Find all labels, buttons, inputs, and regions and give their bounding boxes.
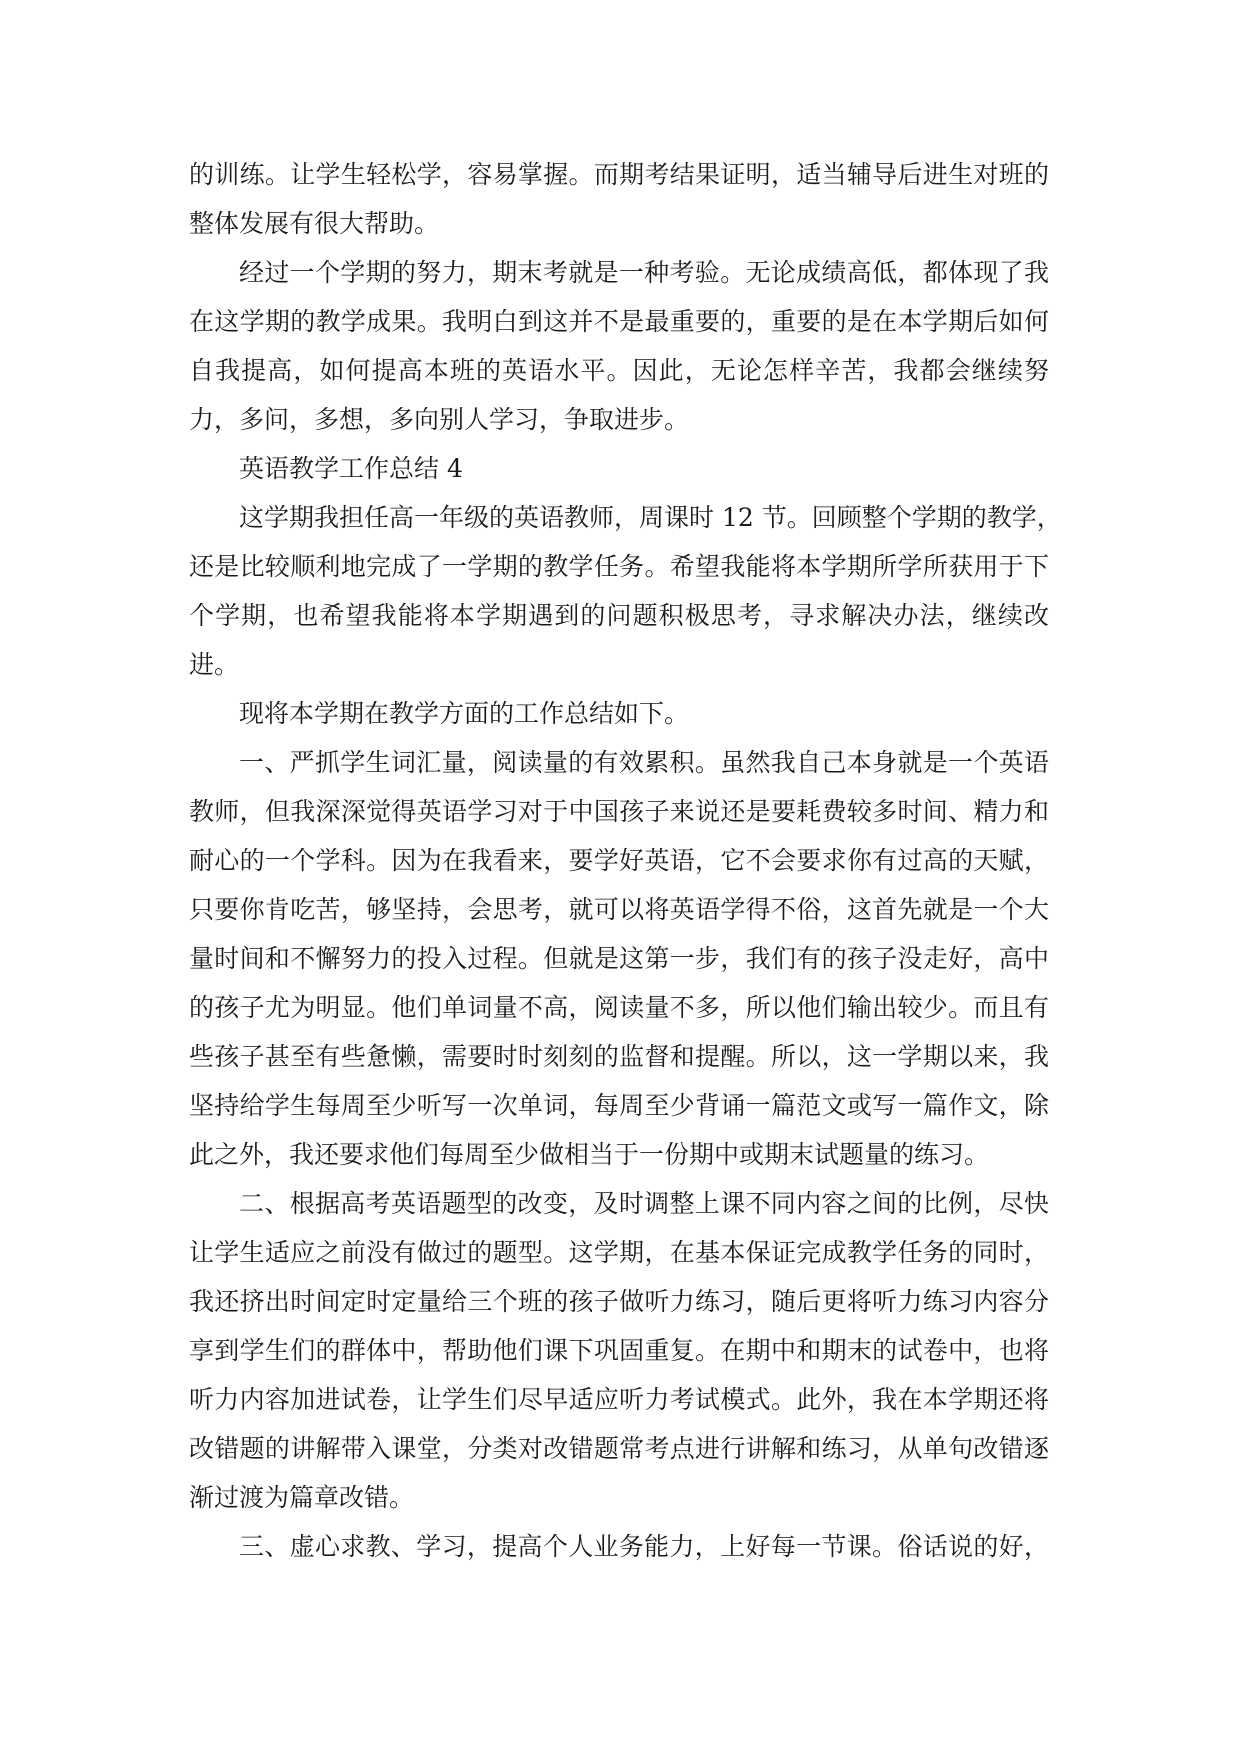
text-line: 在这学期的教学成果。我明白到这并不是最重要的，重要的是在本学期后如何 — [189, 307, 1049, 336]
text-line: 让学生适应之前没有做过的题型。这学期，在基本保证完成教学任务的同时， — [189, 1238, 1049, 1267]
text-line: 个学期，也希望我能将本学期遇到的问题积极思考，寻求解决办法，继续改 — [189, 601, 1049, 630]
text-line: 些孩子甚至有些惫懒，需要时时刻刻的监督和提醒。所以，这一学期以来，我 — [189, 1042, 1049, 1071]
text-line: 的孩子尤为明显。他们单词量不高，阅读量不多，所以他们输出较少。而且有 — [189, 993, 1049, 1022]
text-line: 此之外，我还要求他们每周至少做相当于一份期中或期末试题量的练习。 — [189, 1140, 990, 1169]
text-line: 耐心的一个学科。因为在我看来，要学好英语，它不会要求你有过高的天赋， — [189, 846, 1049, 875]
text-line: 三、虚心求教、学习，提高个人业务能力，上好每一节课。俗话说的好， — [239, 1532, 1049, 1561]
text-line: 量时间和不懈努力的投入过程。但就是这第一步，我们有的孩子没走好，高中 — [189, 944, 1049, 973]
text-line: 现将本学期在教学方面的工作总结如下。 — [239, 699, 690, 728]
document-page — [189, 150, 1062, 1571]
text-line: 我还挤出时间定时定量给三个班的孩子做听力练习，随后更将听力练习内容分 — [189, 1287, 1049, 1316]
text-line: 享到学生们的群体中，帮助他们课下巩固重复。在期中和期末的试卷中，也将 — [189, 1336, 1049, 1365]
paragraph — [189, 738, 1049, 1179]
text-line: 渐过渡为篇章改错。 — [189, 1483, 415, 1512]
text-line: 还是比较顺利地完成了一学期的教学任务。希望我能将本学期所学所获用于下 — [189, 552, 1049, 581]
text-line: 这学期我担任高一年级的英语教师，周课时 12 节。回顾整个学期的教学， — [239, 503, 1062, 532]
text-line: 英语教学工作总结 4 — [239, 454, 463, 483]
text-line: 坚持给学生每周至少听写一次单词，每周至少背诵一篇范文或写一篇作文，除 — [189, 1091, 1049, 1120]
paragraph — [189, 150, 1049, 248]
paragraph — [189, 493, 1062, 689]
text-line: 的训练。让学生轻松学，容易掌握。而期考结果证明，适当辅导后进生对班的 — [189, 160, 1049, 189]
section-heading — [189, 444, 1049, 493]
text-line: 教师，但我深深觉得英语学习对于中国孩子来说还是要耗费较多时间、精力和 — [189, 797, 1049, 826]
paragraph — [189, 1522, 1049, 1571]
text-line: 经过一个学期的努力，期末考就是一种考验。无论成绩高低，都体现了我 — [239, 258, 1049, 287]
text-line: 只要你肯吃苦，够坚持，会思考，就可以将英语学得不俗，这首先就是一个大 — [189, 895, 1049, 924]
text-line: 自我提高，如何提高本班的英语水平。因此，无论怎样辛苦，我都会继续努 — [189, 356, 1049, 385]
text-line: 整体发展有很大帮助。 — [189, 209, 440, 238]
text-line: 力，多问，多想，多向别人学习，争取进步。 — [189, 405, 690, 434]
paragraph — [189, 248, 1049, 444]
text-line: 进。 — [189, 650, 240, 679]
paragraph — [189, 689, 1049, 738]
paragraph — [189, 1179, 1049, 1522]
text-line: 一、严抓学生词汇量，阅读量的有效累积。虽然我自己本身就是一个英语 — [239, 748, 1049, 777]
text-line: 二、根据高考英语题型的改变，及时调整上课不同内容之间的比例，尽快 — [239, 1189, 1049, 1218]
text-line: 改错题的讲解带入课堂，分类对改错题常考点进行讲解和练习，从单句改错逐 — [189, 1434, 1049, 1463]
text-line: 听力内容加进试卷，让学生们尽早适应听力考试模式。此外，我在本学期还将 — [189, 1385, 1049, 1414]
